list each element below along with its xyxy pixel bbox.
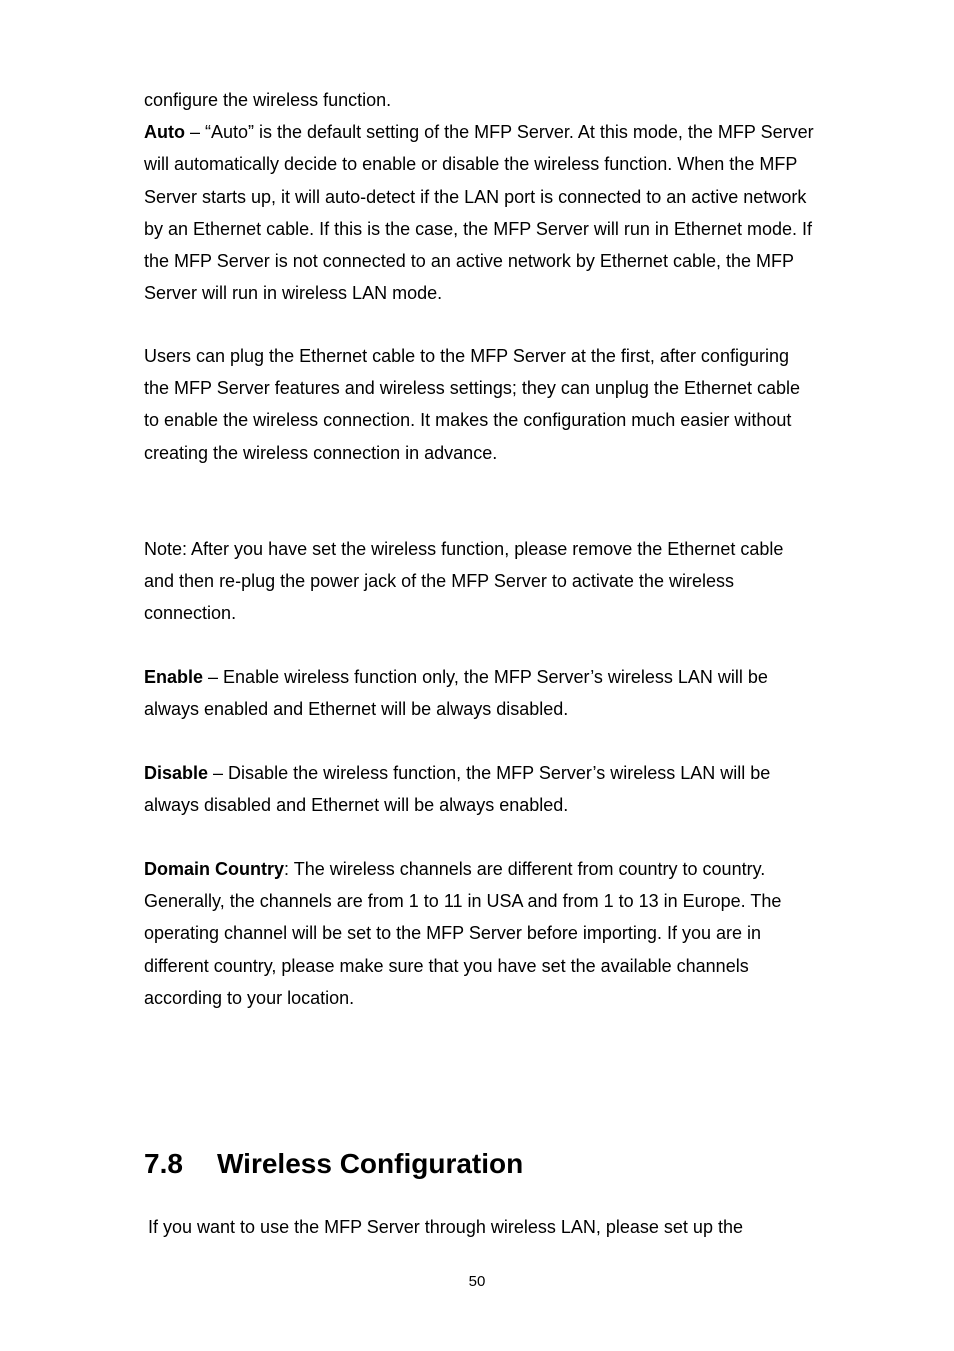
paragraph-note: Note: After you have set the wireless function, please remove the Ethernet cable and then re-plug the power jack of the MFP Server to activate the wireless connection. xyxy=(144,539,784,624)
section-number: 7.8 xyxy=(144,1148,183,1179)
paragraph-disable xyxy=(144,757,816,821)
term-auto: Auto xyxy=(144,122,185,143)
paragraph-domain-country xyxy=(144,853,816,1014)
paragraph-auto-text: – “Auto” is the default setting of the MFP Server. At this mode, the MFP Server will automatically decide to enable or disable the wireless function. When the MFP Server starts up, it will auto-detect if the LAN port is connected to an active network by an Ethernet cable. If this is the case, the MFP Server will run in Ethernet mode. If the MFP Server is not connected to an active network by Ethernet cable, the MFP Server will run in wireless LAN mode. xyxy=(144,122,814,304)
page-number: 50 xyxy=(468,1273,486,1290)
paragraph-enable-text: – Enable wireless function only, the MFP Server’s wireless LAN will be always enabled and Ethernet will be always disabled. xyxy=(144,667,768,720)
paragraph-enable xyxy=(144,661,816,725)
term-enable: Enable xyxy=(144,667,204,687)
paragraph-lead: configure the wireless function. xyxy=(144,90,392,110)
term-disable: Disable xyxy=(144,763,209,783)
paragraph-wireless-intro: If you want to use the MFP Server through wireless LAN, please set up the xyxy=(148,1217,743,1237)
paragraph-disable-text: – Disable the wireless function, the MFP Server’s wireless LAN will be always disabled and Ethernet will be always enabled. xyxy=(144,763,771,816)
paragraph-domain-country-text: : The wireless channels are different from country to country. Generally, the channels are from 1 to 11 in USA and from 1 to 13 in Europe. The operating channel will be set to the MFP Server before importing. If you are in different country, please make sure that you have set the available channels according to your location. xyxy=(144,859,782,1008)
section-title: Wireless Configuration xyxy=(217,1148,524,1179)
term-domain-country: Domain Country xyxy=(144,859,285,879)
paragraph-auto xyxy=(144,84,816,309)
section-heading xyxy=(144,1144,523,1184)
paragraph-ethernet-plug: Users can plug the Ethernet cable to the MFP Server at the first, after configuring the MFP Server features and wireless settings; they can unplug the Ethernet cable to enable the wireless connection. It makes the configuration much easier without creating the wireless connection in advance. xyxy=(144,346,801,463)
